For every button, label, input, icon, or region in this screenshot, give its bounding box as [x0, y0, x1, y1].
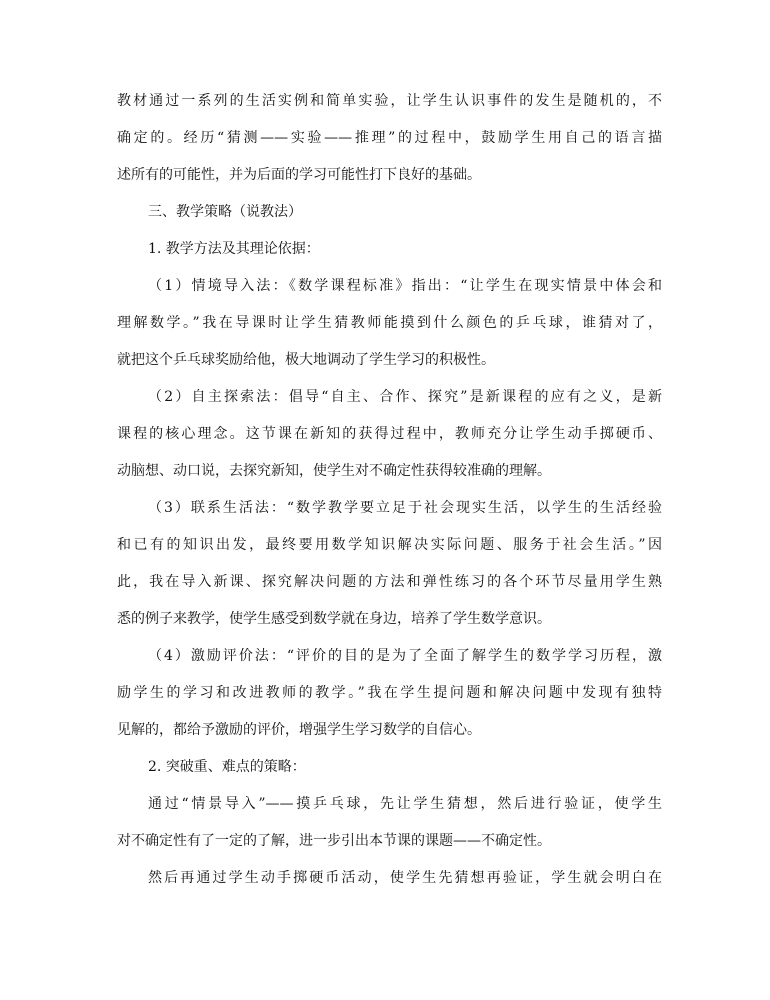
paragraph-line: 动脑想、动口说，去探究新知，使学生对不确定性获得较准确的理解。 — [117, 463, 551, 479]
paragraph-line: 教材通过一系列的生活实例和简单实验，让学生认识事件的发生是随机的，不 — [117, 93, 662, 109]
paragraph-line: 述所有的可能性，并为后面的学习可能性打下良好的基础。 — [117, 167, 481, 183]
subsection-heading: 2. 突破重、难点的策略： — [148, 759, 306, 775]
paragraph-line: 理解数学。”我在导课时让学生猜教师能摸到什么颜色的乒乓球，谁猜对了， — [117, 315, 662, 331]
section-heading: 三、教学策略（说教法） — [148, 204, 302, 220]
paragraph-line: 励学生的学习和改进教师的教学。”我在学生提问题和解决问题中发现有独特 — [117, 685, 662, 701]
paragraph-line: 此，我在导入新课、探究解决问题的方法和弹性练习的各个环节尽量用学生熟 — [117, 574, 662, 590]
paragraph-line: 然后再通过学生动手掷硬币活动，使学生先猜想再验证，学生就会明白在 — [148, 870, 662, 886]
paragraph-line: 就把这个乒乓球奖励给他，极大地调动了学生学习的积极性。 — [117, 352, 495, 368]
subsection-heading: 1. 教学方法及其理论依据： — [148, 241, 320, 257]
paragraph-line: 见解的，都给予激励的评价，增强学生学习数学的自信心。 — [117, 722, 481, 738]
paragraph-line: 通过“情景导入”——摸乒乓球，先让学生猜想，然后进行验证，使学生 — [148, 796, 662, 812]
paragraph-line: 对不确定性有了一定的了解，进一步引出本节课的课题——不确定性。 — [117, 833, 551, 849]
paragraph-line: 和已有的知识出发，最终要用数学知识解决实际问题、服务于社会生活。”因 — [117, 537, 662, 553]
paragraph-line: （3）联系生活法：“数学教学要立足于社会现实生活，以学生的生活经验 — [148, 500, 662, 516]
paragraph-line: 悉的例子来教学，使学生感受到数学就在身边，培养了学生数学意识。 — [117, 611, 551, 627]
paragraph-line: （2）自主探索法：倡导“自主、合作、探究”是新课程的应有之义，是新 — [148, 389, 662, 405]
paragraph-line: 确定的。经历“猜测——实验——推理”的过程中，鼓励学生用自己的语言描 — [117, 130, 662, 146]
paragraph-line: （1）情境导入法：《数学课程标准》指出：“让学生在现实情景中体会和 — [148, 278, 662, 294]
paragraph-line: （4）激励评价法：“评价的目的是为了全面了解学生的数学学习历程，激 — [148, 648, 662, 664]
paragraph-line: 课程的核心理念。这节课在新知的获得过程中，教师充分让学生动手掷硬币、 — [117, 426, 662, 442]
